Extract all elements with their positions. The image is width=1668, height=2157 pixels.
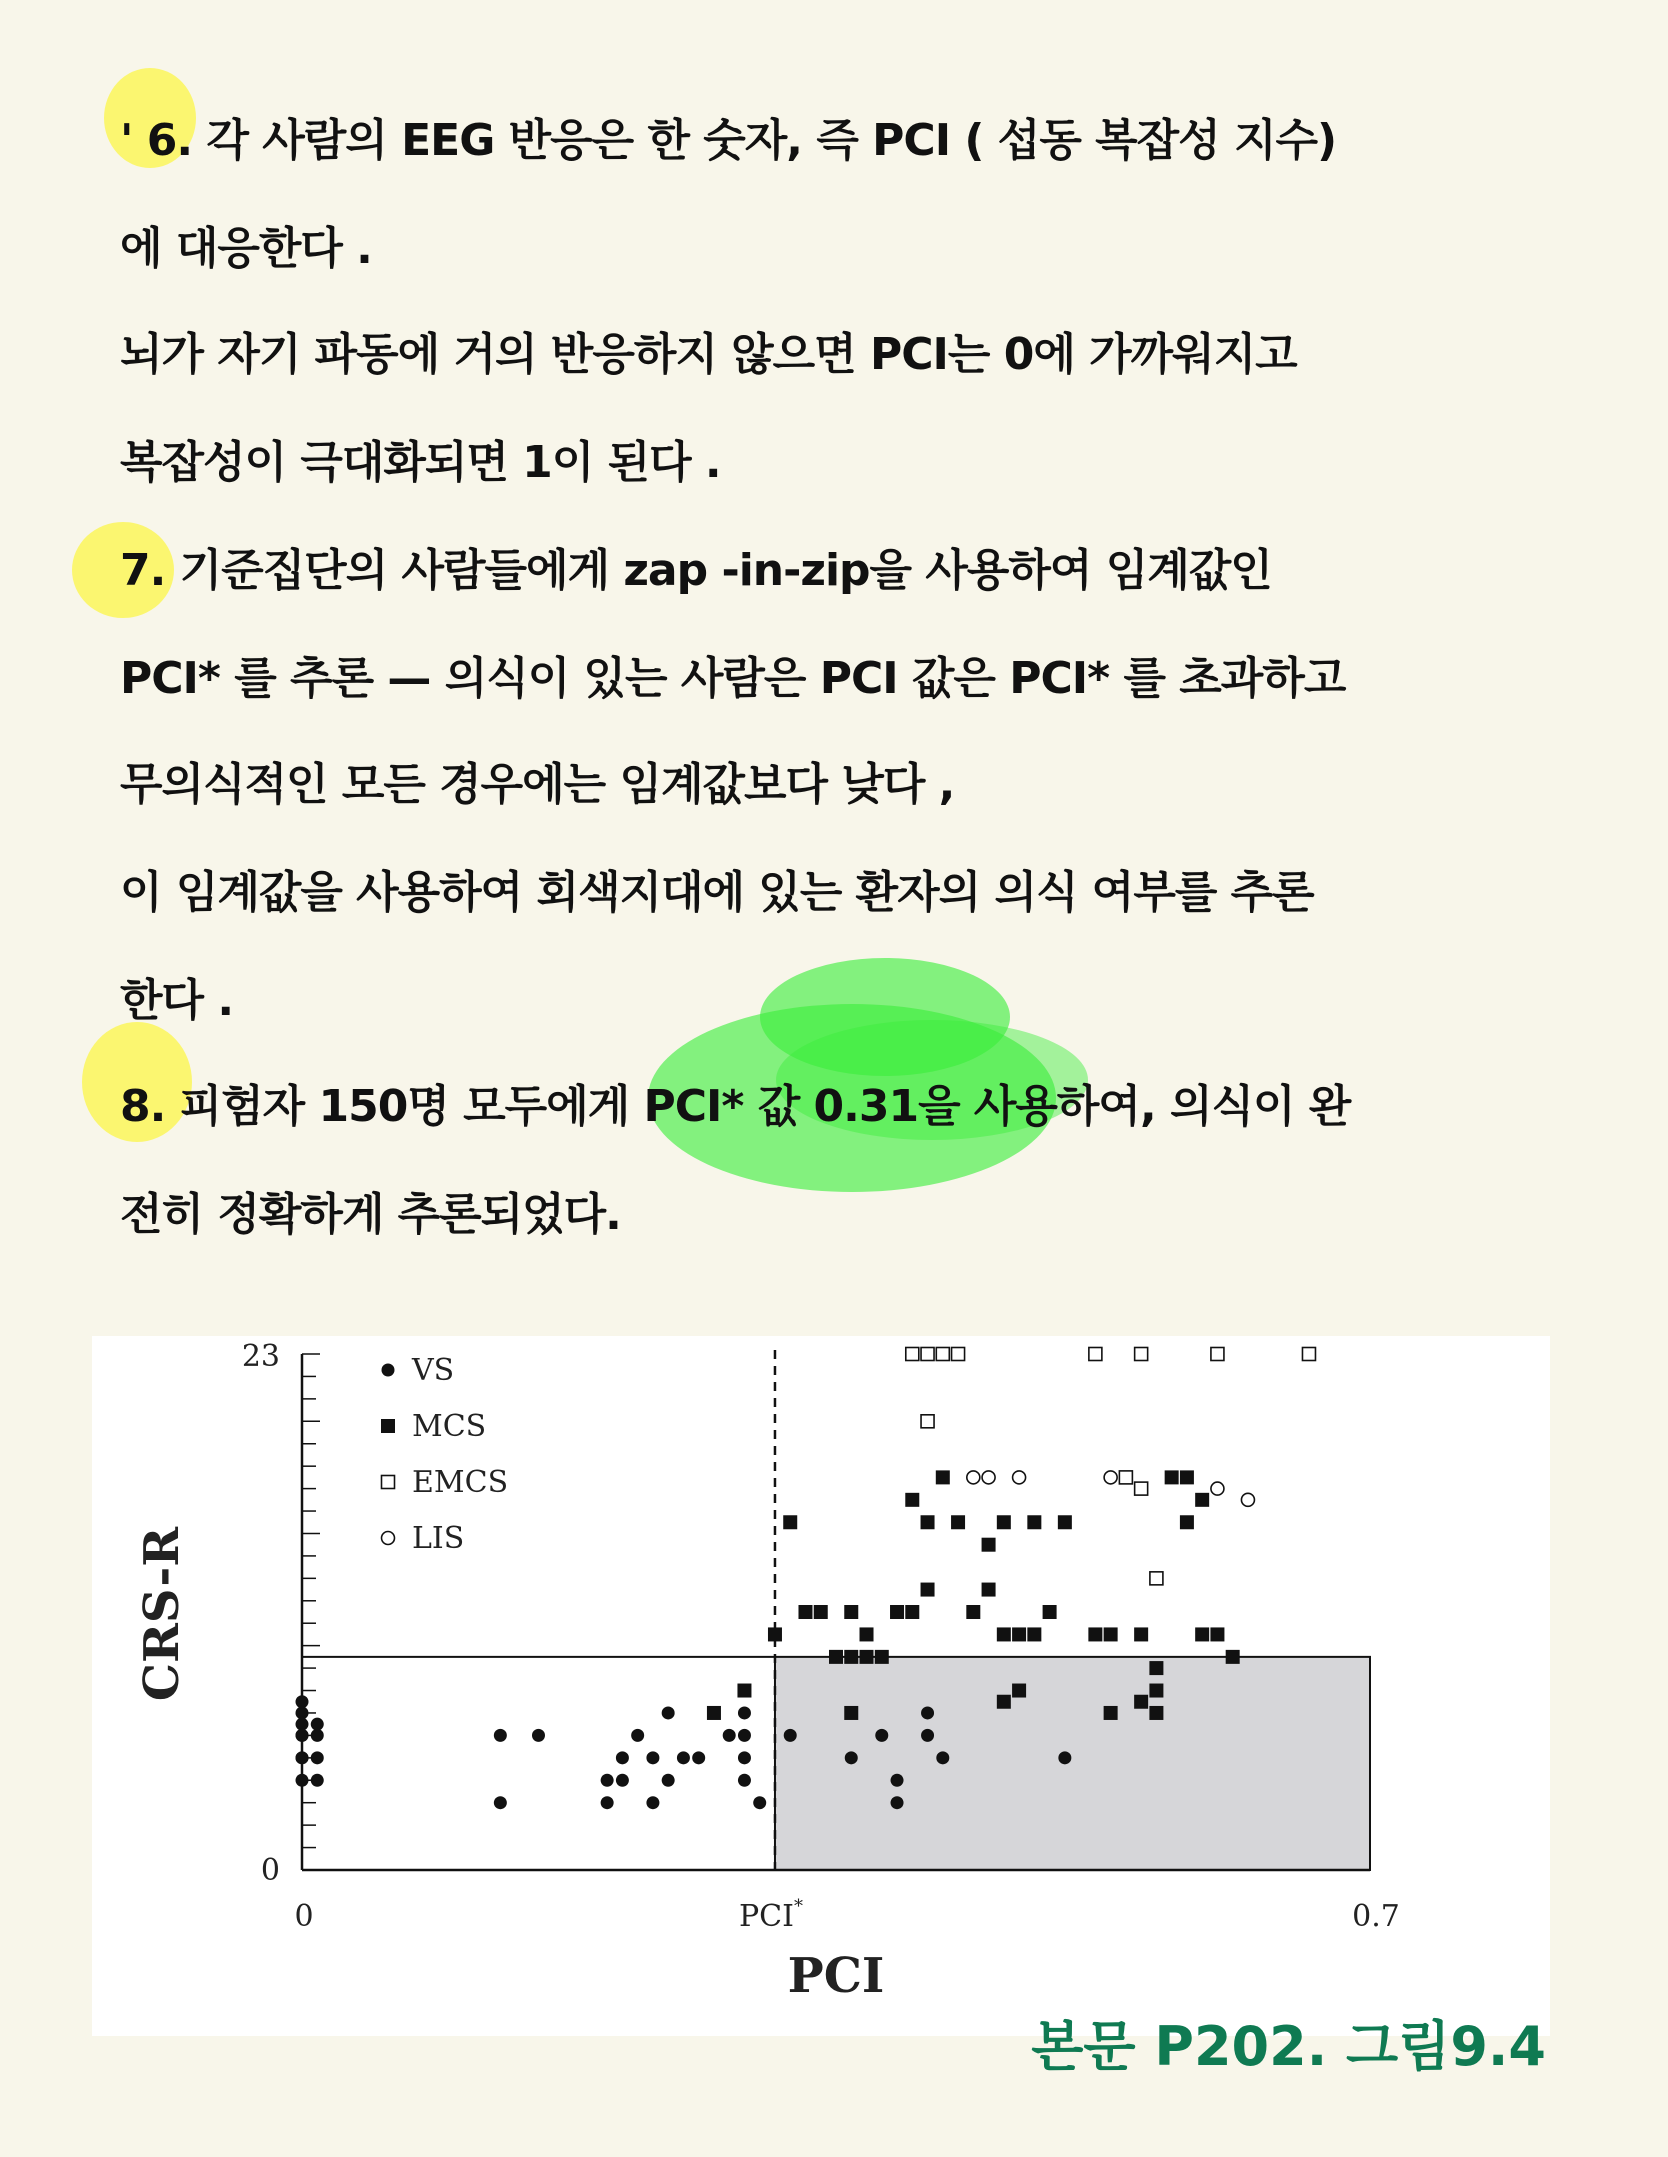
point-vs [311,1729,324,1742]
point-mcs [844,1605,858,1619]
legend [381,1353,508,1556]
point-mcs [860,1627,874,1641]
point-emcs [1135,1348,1148,1361]
point-vs [738,1774,751,1787]
note-line: 에 대응한다 . [120,223,372,274]
point-lis [967,1471,980,1484]
point-mcs [997,1695,1011,1709]
point-emcs [1089,1348,1102,1361]
point-mcs [905,1605,919,1619]
point-mcs [844,1650,858,1664]
point-emcs [952,1348,965,1361]
point-mcs [890,1605,904,1619]
point-mcs [737,1684,751,1698]
y-axis-label: CRS-R [134,1526,190,1702]
point-vs [631,1729,644,1742]
point-emcs [1302,1348,1315,1361]
point-mcs [1134,1627,1148,1641]
point-vs [921,1706,934,1719]
point-emcs [921,1415,934,1428]
point-mcs [997,1515,1011,1529]
point-mcs [814,1605,828,1619]
note-line: 뇌가 자기 파동에 거의 반응하지 않으면 PCI는 0에 가까워지고 [120,329,1297,380]
point-vs [616,1774,629,1787]
point-lis [982,1471,995,1484]
x-tick-label: 0 [294,1899,314,1934]
point-mcs [921,1583,935,1597]
point-lis [1013,1471,1026,1484]
point-vs [494,1796,507,1809]
point-vs [296,1729,309,1742]
legend-label-emcs: EMCS [412,1465,509,1500]
point-vs [845,1751,858,1764]
point-vs [723,1729,736,1742]
point-mcs [1149,1706,1163,1720]
point-vs [692,1751,705,1764]
note-line: 전히 정확하게 추론되었다. [120,1189,621,1240]
point-vs [601,1774,614,1787]
point-mcs [982,1583,996,1597]
point-vs [677,1751,690,1764]
pci-figure [92,1336,1550,2036]
point-vs [494,1729,507,1742]
point-mcs [936,1470,950,1484]
point-vs [532,1729,545,1742]
figure-caption: 본문 P202. 그림9.4 [1031,2015,1546,2078]
point-mcs [982,1538,996,1552]
point-vs [936,1751,949,1764]
point-vs [753,1796,766,1809]
point-mcs [1195,1627,1209,1641]
y-tick-label: 23 [241,1339,280,1374]
point-vs [662,1774,675,1787]
point-mcs [829,1650,843,1664]
note-line: 8. 피험자 150명 모두에게 PCI* 값 0.31을 사용하여, 의식이 완 [120,1081,1351,1132]
point-mcs [997,1627,1011,1641]
point-mcs [1027,1627,1041,1641]
point-vs [296,1706,309,1719]
point-vs [738,1751,751,1764]
point-vs [784,1729,797,1742]
point-vs [646,1796,659,1809]
point-vs [616,1751,629,1764]
x-axis-label: PCI [787,1948,885,2004]
point-emcs [906,1348,919,1361]
point-vs [738,1729,751,1742]
point-vs [601,1796,614,1809]
point-vs [311,1718,324,1731]
point-vs [296,1751,309,1764]
point-vs [311,1751,324,1764]
note-line: 한다 . [120,975,234,1026]
point-emcs [1135,1482,1148,1495]
note-line: 이 임계값을 사용하여 회색지대에 있는 환자의 의식 여부를 추론 [120,867,1314,918]
pci-scatter-chart [92,1336,1550,2036]
point-mcs [844,1706,858,1720]
point-mcs [1195,1493,1209,1507]
note-line: ' 6. 각 사람의 EEG 반응은 한 숫자, 즉 PCI ( 섭동 복잡성 지수) [120,115,1337,166]
note-line: 7. 기준집단의 사람들에게 zap -in-zip을 사용하여 임계값인 [120,545,1272,596]
legend-marker-vs [382,1364,395,1377]
point-mcs [1149,1684,1163,1698]
point-mcs [1104,1706,1118,1720]
point-mcs [966,1605,980,1619]
point-mcs [1012,1684,1026,1698]
point-mcs [860,1650,874,1664]
point-mcs [875,1650,889,1664]
y-tick-label: 0 [260,1853,280,1888]
point-vs [1058,1751,1071,1764]
point-mcs [1012,1627,1026,1641]
point-vs [296,1774,309,1787]
legend-marker-lis [382,1532,395,1545]
point-mcs [1058,1515,1072,1529]
legend-marker-emcs [382,1476,395,1489]
point-mcs [951,1515,965,1529]
point-mcs [1180,1470,1194,1484]
point-vs [646,1751,659,1764]
point-mcs [1027,1515,1041,1529]
point-vs [738,1706,751,1719]
legend-label-lis: LIS [412,1521,465,1556]
point-mcs [1149,1661,1163,1675]
point-lis [1211,1482,1224,1495]
point-mcs [1210,1627,1224,1641]
point-mcs [798,1605,812,1619]
point-mcs [905,1493,919,1507]
point-mcs [1104,1627,1118,1641]
point-vs [296,1718,309,1731]
point-vs [891,1774,904,1787]
point-mcs [783,1515,797,1529]
point-emcs [1211,1348,1224,1361]
point-mcs [707,1706,721,1720]
point-vs [875,1729,888,1742]
legend-marker-mcs [381,1419,395,1433]
point-emcs [921,1348,934,1361]
point-vs [921,1729,934,1742]
point-mcs [1165,1470,1179,1484]
point-vs [311,1774,324,1787]
point-emcs [1119,1471,1132,1484]
x-tick-label: 0.7 [1352,1899,1400,1934]
note-line: PCI* 를 추론 — 의식이 있는 사람은 PCI 값은 PCI* 를 초과하고 [120,653,1346,704]
note-line: 무의식적인 모든 경우에는 임계값보다 낮다 , [120,759,955,810]
point-lis [1241,1493,1254,1506]
legend-label-mcs: MCS [412,1409,487,1444]
point-emcs [1150,1572,1163,1585]
point-mcs [1226,1650,1240,1664]
point-vs [296,1695,309,1708]
note-line: 복잡성이 극대화되면 1이 된다 . [120,437,721,488]
conscious-zone [775,1657,1370,1870]
legend-label-vs: VS [412,1353,455,1388]
point-mcs [768,1627,782,1641]
point-mcs [921,1515,935,1529]
point-mcs [1134,1695,1148,1709]
point-vs [891,1796,904,1809]
point-mcs [1043,1605,1057,1619]
x-tick-label-threshold: PCI* [738,1896,803,1934]
y-ticks [302,1354,320,1870]
point-mcs [1180,1515,1194,1529]
point-emcs [936,1348,949,1361]
point-vs [662,1706,675,1719]
point-mcs [1088,1627,1102,1641]
point-lis [1104,1471,1117,1484]
